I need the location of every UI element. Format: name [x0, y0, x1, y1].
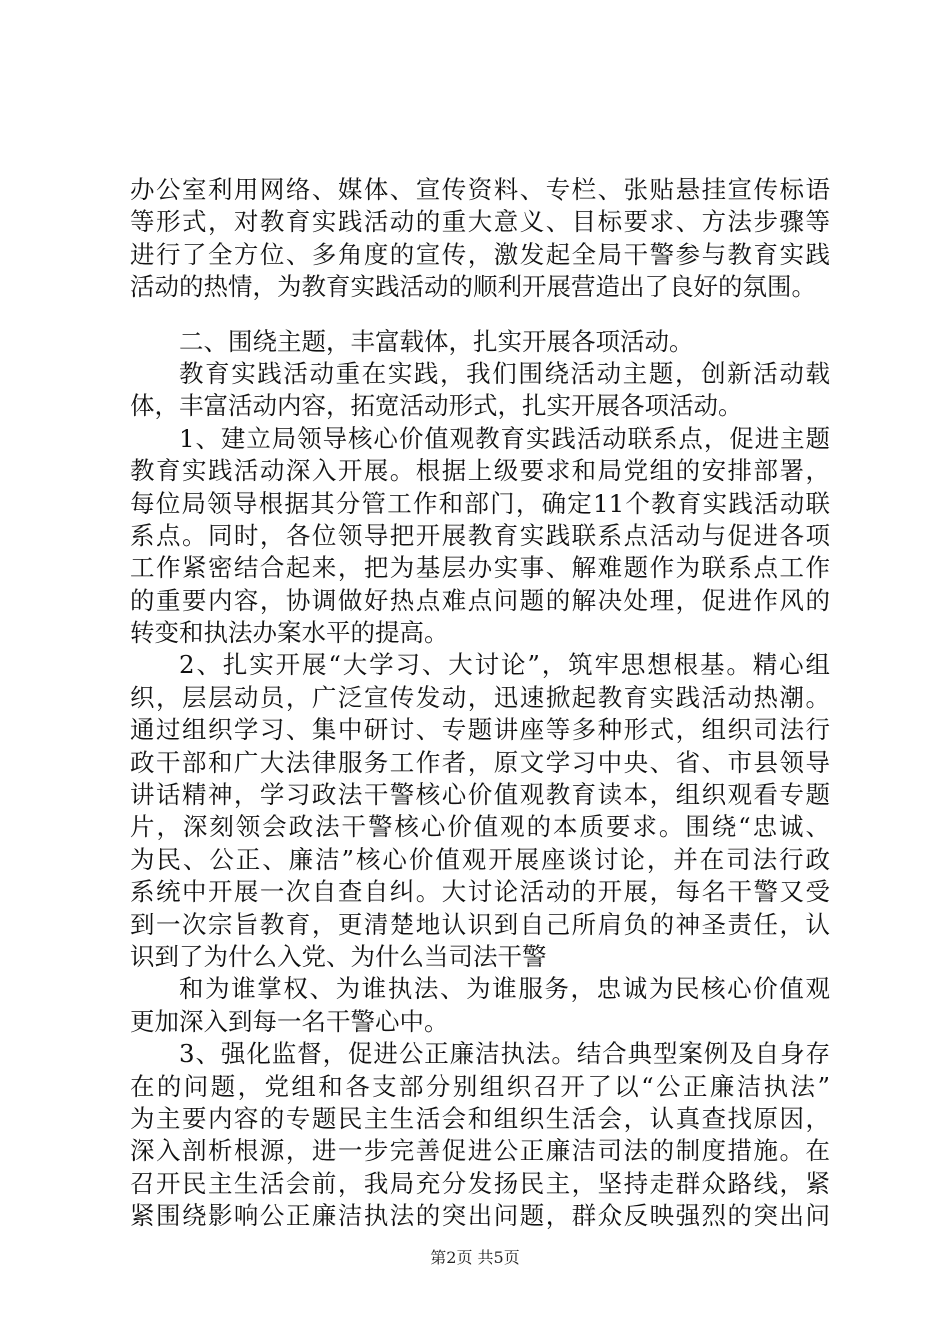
text-line: 织，层层动员，广泛宣传发动，迅速掀起教育实践活动热潮。: [130, 682, 830, 712]
paragraph: [130, 423, 830, 650]
text-line: 为主要内容的专题民主生活会和组织生活会，认真查找原因，: [130, 1103, 830, 1133]
text-line: 二、围绕主题，丰富载体，扎实开展各项活动。: [179, 326, 694, 356]
text-line: 讲话精神，学习政法干警核心价值观教育读本，组织观看专题: [130, 780, 830, 810]
text-line: 体，丰富活动内容，拓宽活动形式，扎实开展各项活动。: [130, 391, 743, 421]
text-line: 3、强化监督，促进公正廉洁执法。结合典型案例及自身存: [179, 1039, 830, 1069]
text-line: 教育实践活动深入开展。根据上级要求和局党组的安排部署，: [130, 456, 830, 486]
paragraph: [130, 358, 830, 423]
text-line: 识到了为什么入党、为什么当司法干警: [130, 941, 547, 971]
text-line: 的重要内容，协调做好热点难点问题的解决处理，促进作风的: [130, 585, 830, 615]
text-line: 为民、公正、廉洁”核心价值观开展座谈讨论，并在司法行政: [130, 844, 830, 874]
text-line: 工作紧密结合起来，把为基层办实事、解难题作为联系点工作: [130, 553, 830, 583]
text-line: 政干部和广大法律服务工作者，原文学习中央、省、市县领导: [130, 747, 830, 777]
paragraph: [130, 174, 830, 304]
text-line: 和为谁掌权、为谁执法、为谁服务，忠诚为民核心价值观: [179, 974, 830, 1004]
text-line: 2、扎实开展“大学习、大讨论”，筑牢思想根基。精心组: [179, 650, 830, 680]
text-line: 通过组织学习、集中研讨、专题讲座等多种形式，组织司法行: [130, 715, 830, 745]
page-number-label: 第2页 共5页: [430, 1248, 520, 1267]
text-line: 召开民主生活会前，我局充分发扬民主，坚持走群众路线，紧: [130, 1168, 830, 1198]
text-line: 更加深入到每一名干警心中。: [130, 1006, 449, 1036]
paragraph: [130, 326, 830, 358]
text-line: 1、建立局领导核心价值观教育实践活动联系点，促进主题: [179, 423, 830, 453]
text-line: 紧围绕影响公正廉洁执法的突出问题，群众反映强烈的突出问: [130, 1201, 830, 1231]
paragraph-gap: [130, 304, 830, 326]
text-line: 转变和执法办案水平的提高。: [130, 618, 449, 648]
text-line: 到一次宗旨教育，更清楚地认识到自己所肩负的神圣责任，认: [130, 909, 830, 939]
text-line: 办公室利用网络、媒体、宣传资料、专栏、张贴悬挂宣传标语: [130, 175, 830, 204]
text-line: 教育实践活动重在实践，我们围绕活动主题，创新活动载: [179, 358, 830, 388]
text-line: 片，深刻领会政法干警核心价值观的本质要求。围绕“忠诚、: [130, 812, 830, 842]
text-line: 在的问题，党组和各支部分别组织召开了以“公正廉洁执法”: [130, 1071, 830, 1101]
paragraph: [130, 1038, 830, 1232]
text-line: 系统中开展一次自查自纠。大讨论活动的开展，每名干警又受: [130, 877, 830, 907]
paragraph: [130, 973, 830, 1038]
page-footer: [0, 1248, 950, 1268]
text-line: 等形式，对教育实践活动的重大意义、目标要求、方法步骤等: [130, 207, 830, 237]
text-line: 每位局领导根据其分管工作和部门，确定11个教育实践活动联: [130, 488, 830, 518]
text-line: 深入剖析根源，进一步完善促进公正廉洁司法的制度措施。在: [130, 1136, 830, 1166]
text-line: 进行了全方位、多角度的宣传，激发起全局干警参与教育实践: [130, 239, 830, 269]
paragraph: [130, 649, 830, 973]
document-body: [130, 174, 830, 1233]
text-line: 活动的热情，为教育实践活动的顺利开展营造出了良好的氛围。: [130, 272, 816, 302]
text-line: 系点。同时，各位领导把开展教育实践联系点活动与促进各项: [130, 520, 830, 550]
